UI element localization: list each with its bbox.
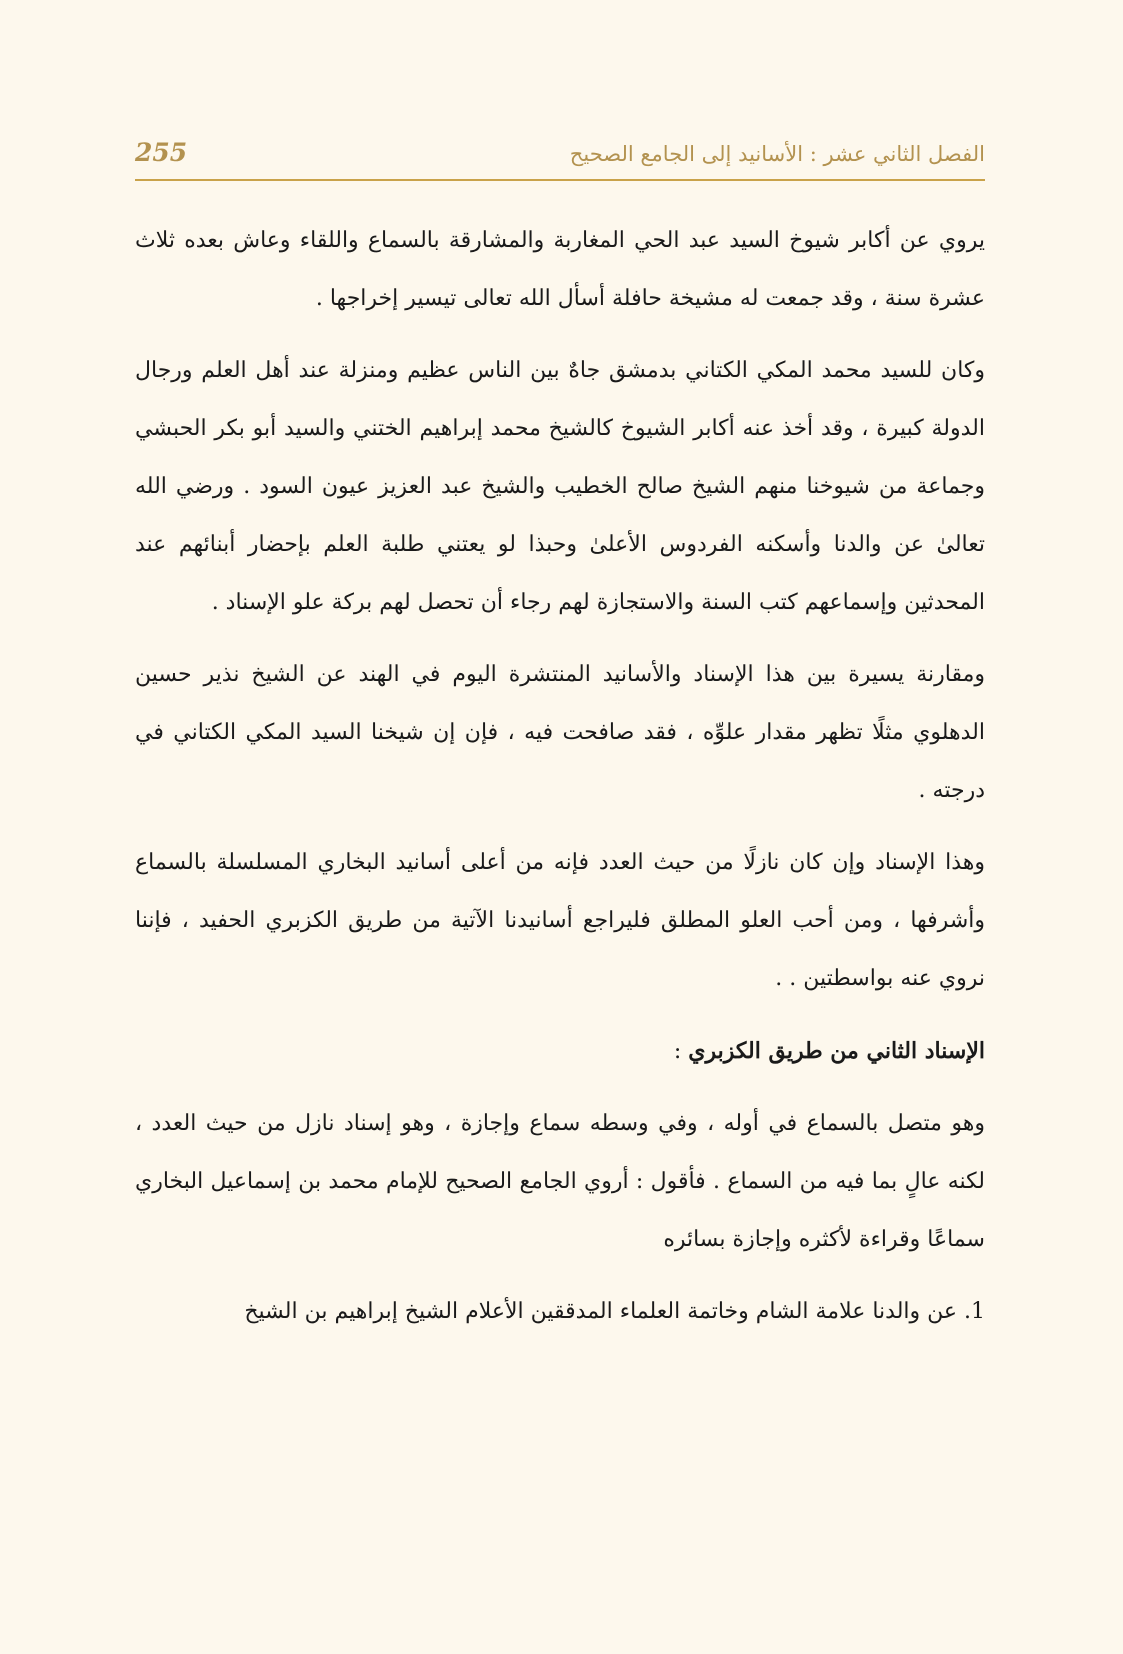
paragraph-1: يروي عن أكابر شيوخ السيد عبد الحي المغاربة والمشارقة بالسماع واللقاء وعاش بعده ثلاث عشرة سنة ، وقد جمعت له مشيخة حافلة أسأل الله تعالى تيسير إخراجها . [135,228,985,311]
paragraph-6: 1. عن والدنا علامة الشام وخاتمة العلماء المدققين الأعلام الشيخ إبراهيم بن الشيخ [244,1299,985,1324]
paragraph-5: وهو متصل بالسماع في أوله ، وفي وسطه سماع وإجازة ، وهو إسناد نازل من حيث العدد ، لكنه عالٍ بما فيه من السماع . فأقول : أروي الجامع الصحيح للإمام محمد بن إسماعيل البخاري سماعًا وقراءة لأكثره وإجازة بسائره [135,1111,985,1252]
section-heading-colon: : [673,1039,689,1064]
page-number: 255 [135,138,188,167]
header-rule [135,179,985,181]
running-title: الفصل الثاني عشر : الأسانيد إلى الجامع الصحيح [569,142,985,166]
paragraph-3: ومقارنة يسيرة بين هذا الإسناد والأسانيد المنتشرة اليوم في الهند عن الشيخ نذير حسين الدهلوي مثلًا تظهر مقدار علوِّه ، فقد صافحت فيه ، فإن إن شيخنا السيد المكي الكتاني في درجته . [135,662,985,803]
paragraph-4: وهذا الإسناد وإن كان نازلًا من حيث العدد فإنه من أعلى أسانيد البخاري المسلسلة بالسماع وأشرفها ، ومن أحب العلو المطلق فليراجع أسانيدنا الآتية من طريق الكزبري الحفيد ، فإننا نروي عنه بواسطتين . . [135,850,985,991]
paragraph-2: وكان للسيد محمد المكي الكتاني بدمشق جاهٌ بين الناس عظيم ومنزلة عند أهل العلم ورجال الدولة كبيرة ، وقد أخذ عنه أكابر الشيوخ كالشيخ محمد إبراهيم الختني والسيد أبو بكر الحبشي وجماعة من شيوخنا منهم الشيخ صالح الخطيب والشيخ عبد العزيز عيون السود . ورضي الله تعالىٰ عن والدنا وأسكنه الفردوس الأعلىٰ وحبذا لو يعتني طلبة العلم بإحضار أبنائهم عند المحدثين وإسماعهم كتب السنة والاستجازة لهم رجاء أن تحصل لهم بركة علو الإسناد . [135,358,985,615]
section-heading-text: الإسناد الثاني من طريق الكزبري [688,1038,985,1064]
page-header [135,134,985,182]
body-text [135,212,985,1355]
section-heading [135,1022,985,1081]
